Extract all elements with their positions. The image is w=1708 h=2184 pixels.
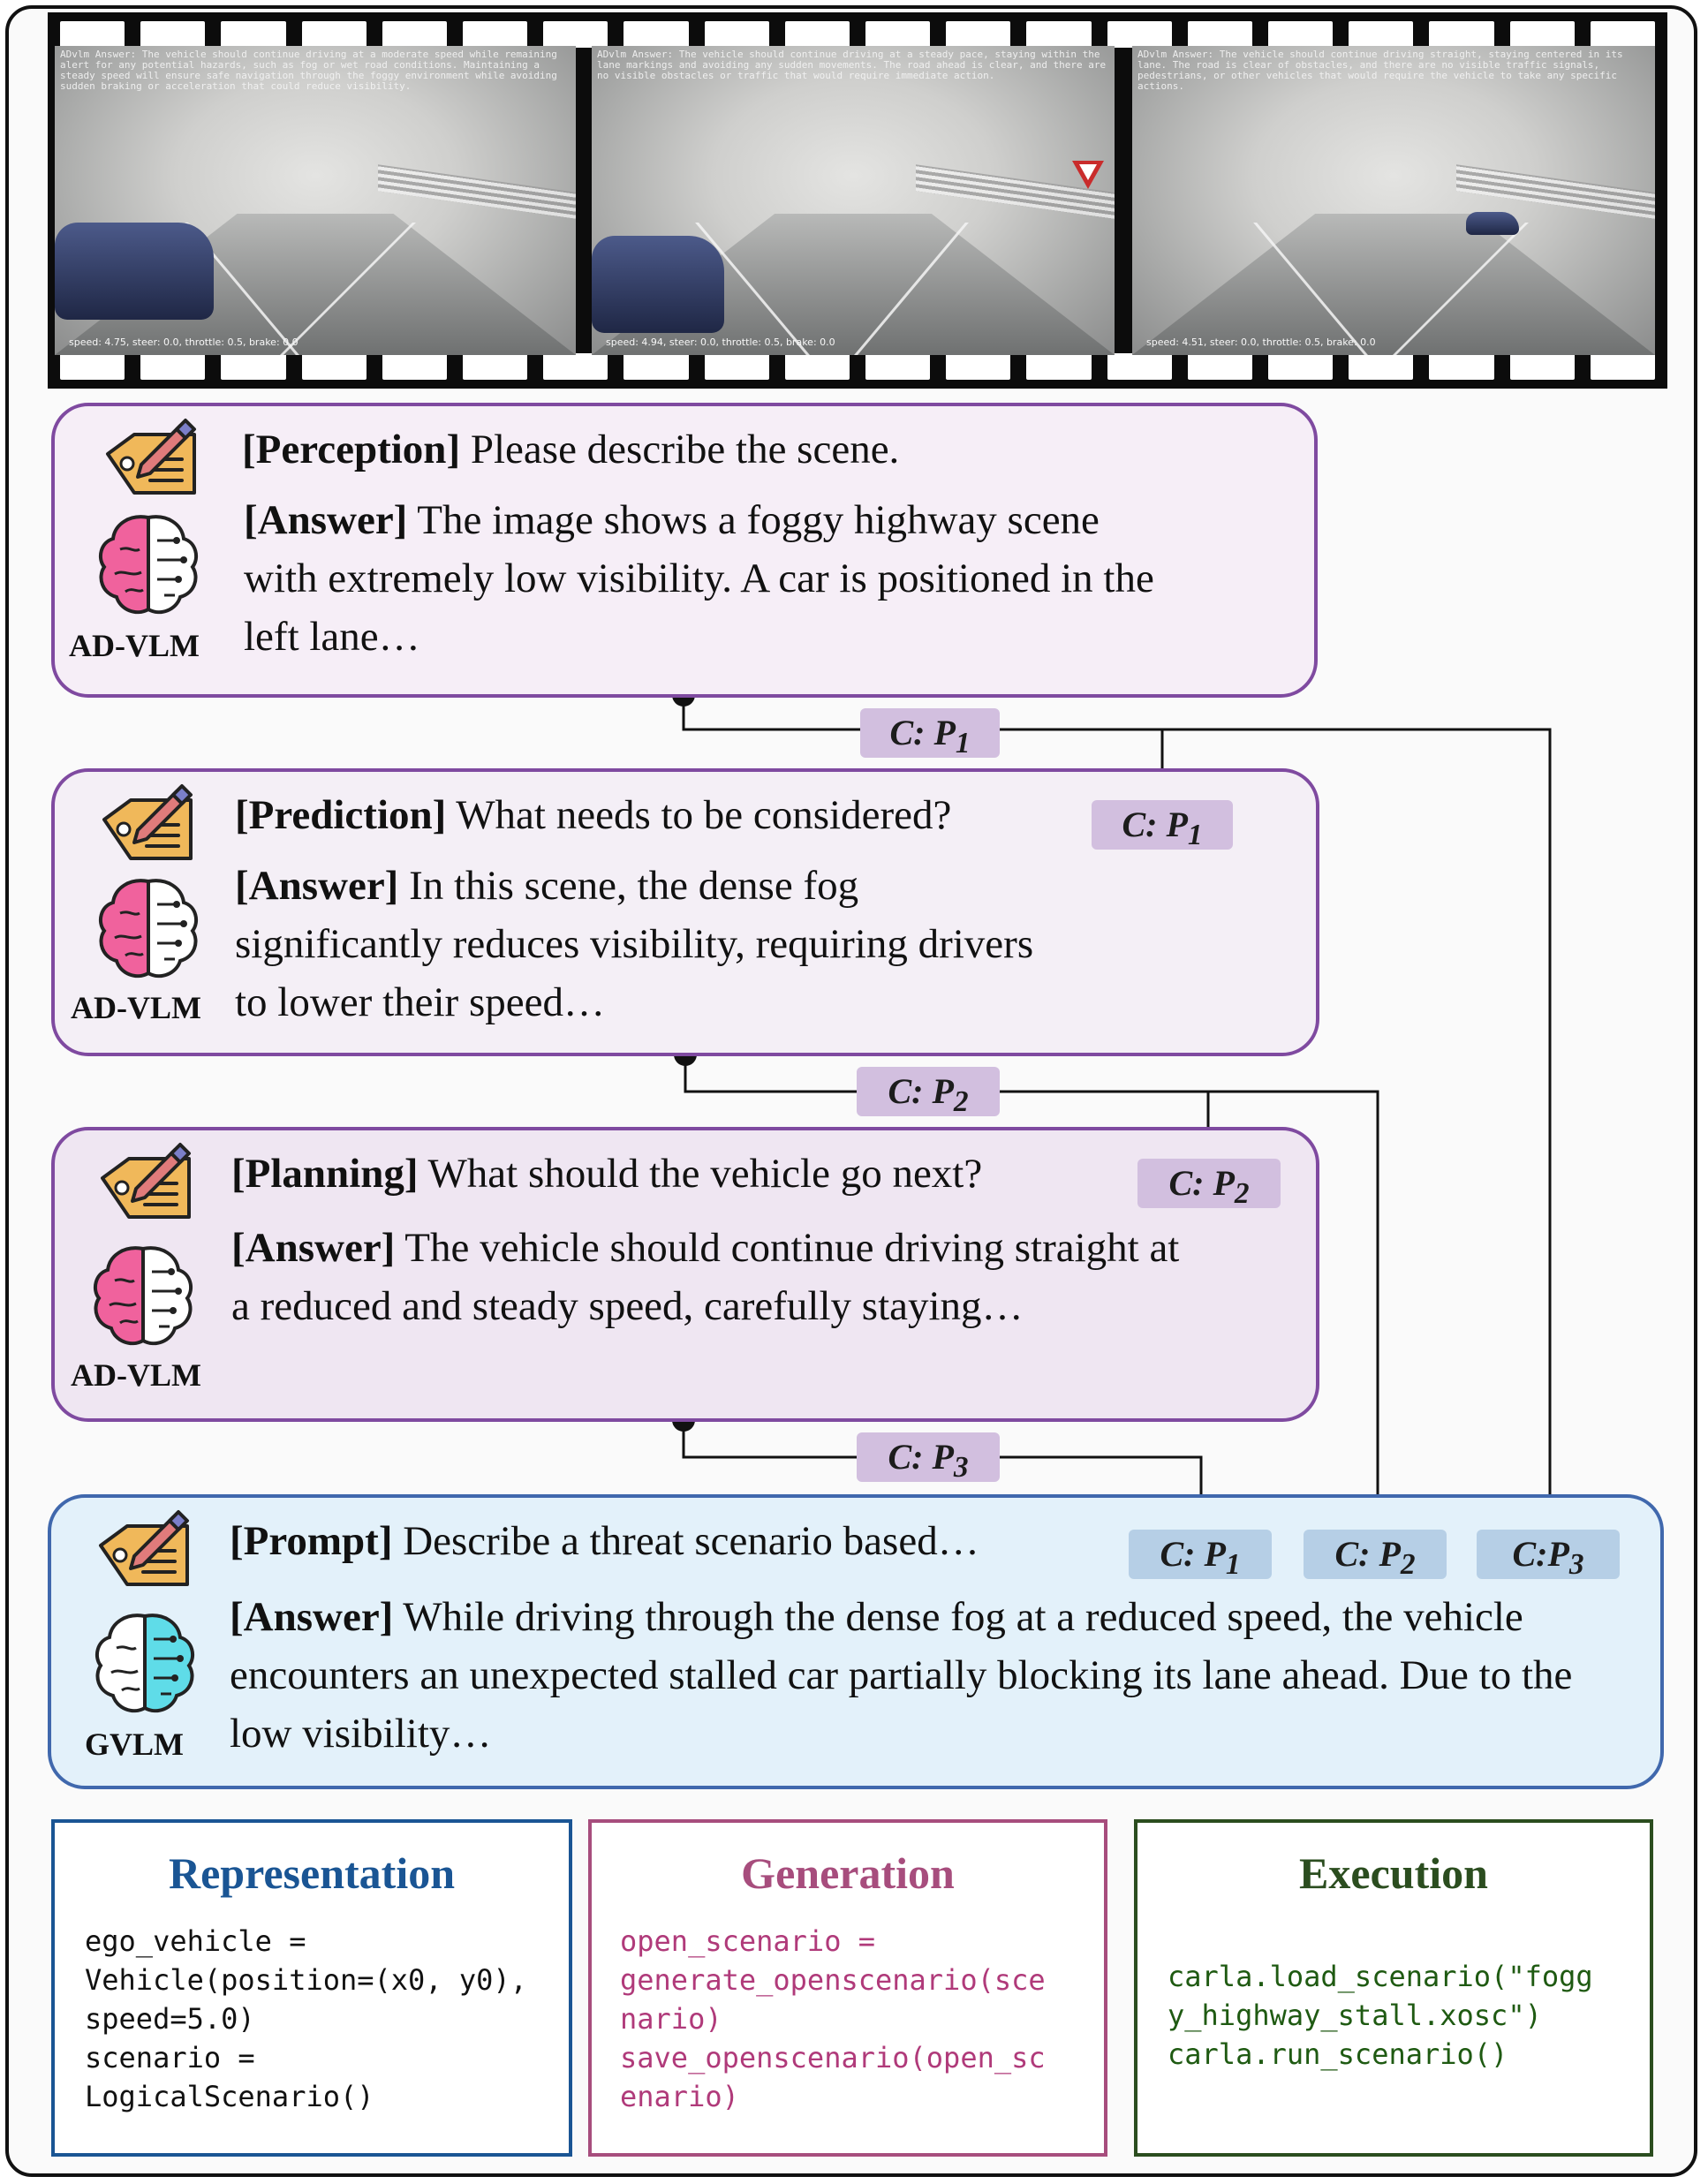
panel-title: Representation [168, 1848, 456, 1898]
context-chip-p1: C: $P_1$ [1129, 1530, 1272, 1579]
section-tag: [Prompt] [230, 1518, 393, 1564]
answer-tag: [Answer] [244, 497, 408, 543]
brain-icon [94, 874, 203, 984]
brain-icon [88, 1242, 198, 1351]
panel-title: Execution [1299, 1848, 1488, 1898]
frame-status: speed: 4.75, steer: 0.0, throttle: 0.5, brake: 0.0 [69, 336, 299, 348]
question-text: Please describe the scene. [460, 427, 900, 472]
planning-question [231, 1150, 982, 1198]
planning-box [51, 1127, 1319, 1422]
context-chip-p3: $C:P_3$ [1477, 1530, 1620, 1579]
section-tag: [Prediction] [235, 792, 447, 838]
execution-panel [1134, 1819, 1653, 2157]
context-chip-p1: C: $P_1$ [860, 708, 1000, 758]
answer-text: In this scene, the dense fog significantly reduces visibility, requiring drivers to lower their speed… [235, 863, 1034, 1025]
planning-answer [231, 1219, 1185, 1335]
model-label: AD-VLM [69, 628, 200, 663]
answer-tag: [Answer] [235, 863, 399, 909]
question-text: Describe a threat scenario based… [392, 1518, 979, 1564]
frame-caption: ADvlm Answer: The vehicle should continue driving at a moderate speed while remaining alert for any potential hazards, such as fog or wet road conditions. Maintaining a steady speed will ensure safe navigation through the foggy environment while avoiding sudden braking or acceleration that could reduce visibility. [60, 49, 557, 92]
model-label: AD-VLM [71, 1357, 201, 1393]
perception-box [51, 403, 1318, 698]
representation-panel [51, 1819, 572, 2157]
prompt-question [230, 1517, 979, 1565]
context-chip-p2: C: $P_2$ [1304, 1530, 1447, 1579]
prompt-answer [230, 1588, 1590, 1763]
context-chip-p2: C: $P_2$ [857, 1067, 1000, 1116]
context-chip-p3: C: $P_3$ [857, 1432, 1000, 1482]
representation-code: ego_vehicle = Vehicle(position=(x0, y0), speed=5.0) scenario = LogicalScenario() [85, 1924, 527, 2113]
answer-tag: [Answer] [230, 1594, 394, 1640]
context-chip-p2: C: $P_2$ [1137, 1159, 1281, 1208]
answer-text: The image shows a foggy highway scene with extremely low visibility. A car is positioned in the left lane… [244, 497, 1154, 660]
pencil-tag-icon [90, 1139, 200, 1228]
answer-tag: [Answer] [231, 1225, 396, 1271]
generation-code: open_scenario = generate_openscenario(sce nario) save_openscenario(open_sc enario) [620, 1924, 1046, 2113]
panel-title: Generation [741, 1848, 955, 1898]
pencil-tag-icon [88, 1507, 198, 1595]
prediction-question [235, 791, 951, 839]
pencil-tag-icon [92, 781, 201, 869]
perception-answer [244, 491, 1180, 666]
model-label: GVLM [85, 1727, 184, 1762]
section-tag: [Planning] [231, 1151, 419, 1197]
answer-text: While driving through the dense fog at a reduced speed, the vehicle encounters an unexpected stalled car partially blocking its lane ahead. Due to the low visibility… [230, 1594, 1573, 1757]
brain-icon [90, 1609, 200, 1719]
frame-caption: ADvlm Answer: The vehicle should continue driving at a steady pace, staying within the lane markings and avoiding any sudden movements. The road ahead is clear, and there are no visible obstacles or traffic that would require immediate action. [597, 49, 1107, 81]
prediction-answer [235, 857, 1065, 1032]
execution-code: carla.load_scenario("fogg y_highway_stall.xosc") carla.run_scenario() [1168, 1960, 1593, 2071]
question-text: What should the vehicle go next? [418, 1151, 983, 1197]
answer-text: The vehicle should continue driving straight at a reduced and steady speed, carefully staying… [231, 1225, 1180, 1329]
frame-caption: ADvlm Answer: The vehicle should continue driving straight, staying centered in its lane. The road is clear of obstacles, and there are no visible traffic signals, pedestrians, or other vehicles that would require the vehicle to take any specific actions. [1137, 49, 1623, 92]
frame-status: speed: 4.51, steer: 0.0, throttle: 0.5, brake: 0.0 [1146, 336, 1376, 348]
pencil-tag-icon [95, 415, 205, 503]
question-text: What needs to be considered? [446, 792, 952, 838]
perception-question [242, 426, 899, 473]
brain-icon [94, 510, 203, 620]
generation-panel [588, 1819, 1107, 2157]
model-label: AD-VLM [71, 990, 201, 1025]
frame-status: speed: 4.94, steer: 0.0, throttle: 0.5, brake: 0.0 [606, 336, 835, 348]
section-tag: [Perception] [242, 427, 461, 472]
context-chip-p1: C: $P_1$ [1092, 800, 1233, 850]
